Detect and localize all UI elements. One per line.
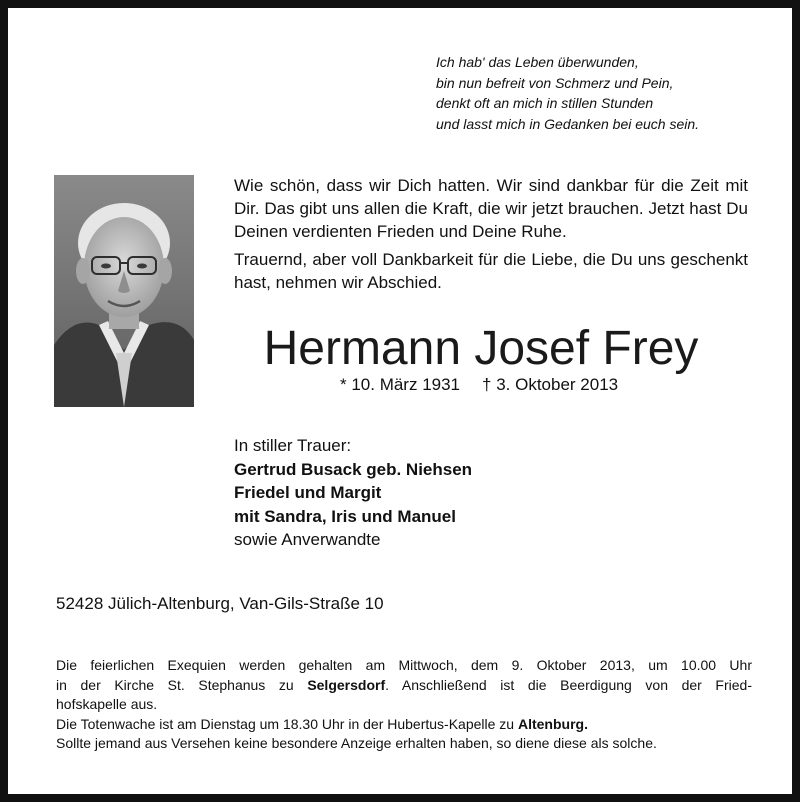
wake-location: Altenburg. — [517, 715, 588, 732]
deceased-name: Hermann Josef Frey — [263, 322, 699, 375]
notice-text: in der Kirche St. Stephanus zu — [56, 676, 308, 693]
church-location: Selgersdorf — [307, 676, 386, 693]
notice-line: hofskapelle aus. — [56, 696, 158, 712]
birth-date: * 10. März 1931 — [340, 375, 461, 394]
farewell-text — [234, 174, 748, 299]
notice-line: Die feierlichen Exequien werden gehalten am Mittwoch, dem 9. Oktober 2013, um 10.00 Uhr — [56, 657, 752, 673]
notice-text: Die Totenwache ist am Dienstag um 18.30 Uhr in der Hubertus-Kapelle zu — [56, 715, 518, 732]
death-date: † 3. Oktober 2013 — [482, 375, 619, 394]
poem-line: denkt oft an mich in stillen Stunden — [436, 95, 654, 111]
portrait-illustration — [54, 175, 194, 407]
notice-line — [56, 715, 752, 735]
funeral-notice — [56, 656, 752, 754]
mourners-intro: In stiller Trauer: — [234, 436, 352, 455]
memorial-poem — [436, 52, 766, 134]
poem-line: bin nun befreit von Schmerz und Pein, — [436, 74, 674, 91]
notice-text: . Anschließend ist die Beerdigung von der Fried- — [385, 676, 752, 693]
notice-line: Sollte jemand aus Versehen keine besondere Anzeige erhalten haben, so diene diese als solche. — [56, 735, 657, 751]
portrait-photo — [54, 175, 194, 407]
mourner-name: Friedel und Margit — [234, 483, 382, 502]
farewell-paragraph: Wie schön, dass wir Dich hatten. Wir sind dankbar für die Zeit mit Dir. Das gibt uns allen die Kraft, die wir jetzt brauchen. Jetzt hast Du Deinen verdienten Frieden und Deine Ruhe. — [234, 176, 748, 241]
farewell-paragraph: Trauernd, aber voll Dankbarkeit für die Liebe, die Du uns geschenkt hast, nehmen wir Abschied. — [234, 250, 748, 292]
mourner-name: mit Sandra, Iris und Manuel — [234, 506, 456, 526]
mourner-name: Gertrud Busack geb. Niehsen — [234, 459, 473, 479]
life-dates — [340, 374, 618, 396]
obituary-content — [8, 8, 792, 794]
mourners-closing: sowie Anverwandte — [234, 530, 381, 549]
poem-line: und lasst mich in Gedanken bei euch sein. — [436, 115, 700, 132]
mourners-block — [234, 434, 472, 552]
family-address: 52428 Jülich-Altenburg, Van-Gils-Straße 10 — [56, 594, 384, 613]
poem-line: Ich hab' das Leben überwunden, — [436, 54, 639, 70]
notice-line — [56, 676, 752, 696]
